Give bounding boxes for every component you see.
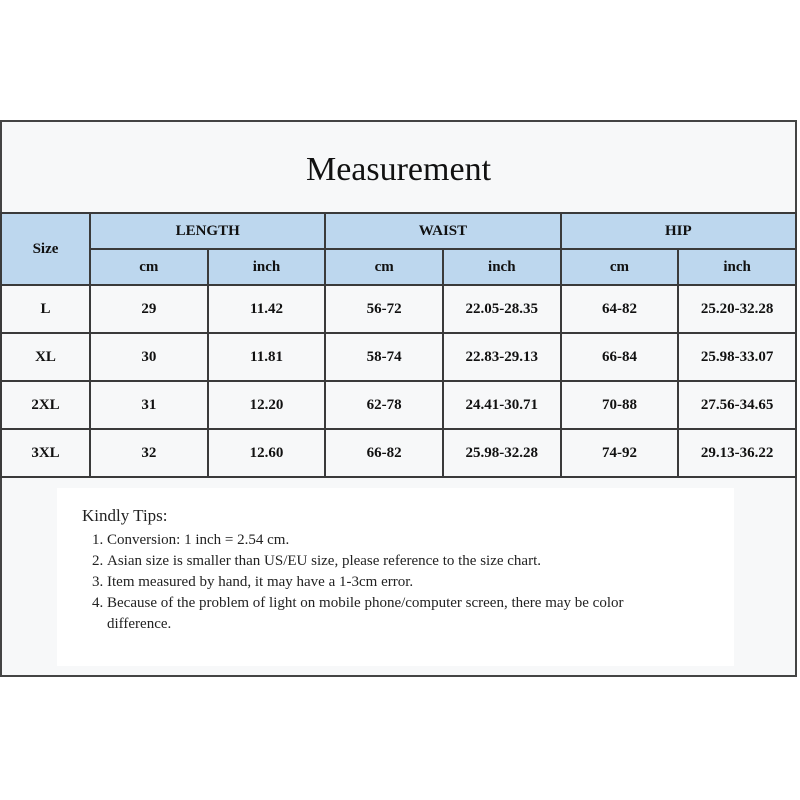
value-cell: 32 xyxy=(90,429,208,477)
tip-item: 3. Item measured by hand, it may have a 1-3cm error. xyxy=(107,572,647,593)
value-cell: 70-88 xyxy=(561,381,679,429)
value-cell: 27.56-34.65 xyxy=(678,381,796,429)
size-cell: XL xyxy=(1,333,90,381)
size-chart xyxy=(0,120,797,677)
value-cell: 29.13-36.22 xyxy=(678,429,796,477)
value-cell: 11.42 xyxy=(208,285,326,333)
value-cell: 30 xyxy=(90,333,208,381)
value-cell: 56-72 xyxy=(325,285,443,333)
size-header: Size xyxy=(1,213,90,285)
waist-header: WAIST xyxy=(325,213,560,249)
tips-title: Kindly Tips: xyxy=(82,506,168,525)
unit-header: inch xyxy=(443,249,561,285)
hip-header: HIP xyxy=(561,213,796,249)
unit-header: cm xyxy=(325,249,443,285)
value-cell: 62-78 xyxy=(325,381,443,429)
tips-list xyxy=(82,530,647,635)
table-row xyxy=(1,429,796,477)
value-cell: 64-82 xyxy=(561,285,679,333)
value-cell: 66-82 xyxy=(325,429,443,477)
tips-panel xyxy=(57,488,734,666)
value-cell: 25.98-32.28 xyxy=(443,429,561,477)
length-header: LENGTH xyxy=(90,213,325,249)
unit-header: inch xyxy=(678,249,796,285)
tip-item: 2. Asian size is smaller than US/EU size, please reference to the size chart. xyxy=(107,551,647,572)
value-cell: 22.83-29.13 xyxy=(443,333,561,381)
value-cell: 29 xyxy=(90,285,208,333)
unit-header: inch xyxy=(208,249,326,285)
value-cell: 22.05-28.35 xyxy=(443,285,561,333)
size-cell: L xyxy=(1,285,90,333)
unit-header: cm xyxy=(561,249,679,285)
value-cell: 12.20 xyxy=(208,381,326,429)
value-cell: 66-84 xyxy=(561,333,679,381)
value-cell: 25.20-32.28 xyxy=(678,285,796,333)
size-cell: 3XL xyxy=(1,429,90,477)
chart-title: Measurement xyxy=(305,151,492,188)
value-cell: 11.81 xyxy=(208,333,326,381)
unit-header: cm xyxy=(90,249,208,285)
table-row xyxy=(1,285,796,333)
size-table xyxy=(0,212,797,478)
tip-item: 1. Conversion: 1 inch = 2.54 cm. xyxy=(107,530,647,551)
value-cell: 24.41-30.71 xyxy=(443,381,561,429)
table-row xyxy=(1,333,796,381)
value-cell: 31 xyxy=(90,381,208,429)
value-cell: 12.60 xyxy=(208,429,326,477)
tip-item: 4. Because of the problem of light on mobile phone/computer screen, there may be color difference. xyxy=(107,593,647,635)
value-cell: 74-92 xyxy=(561,429,679,477)
value-cell: 58-74 xyxy=(325,333,443,381)
value-cell: 25.98-33.07 xyxy=(678,333,796,381)
table-row xyxy=(1,381,796,429)
size-cell: 2XL xyxy=(1,381,90,429)
